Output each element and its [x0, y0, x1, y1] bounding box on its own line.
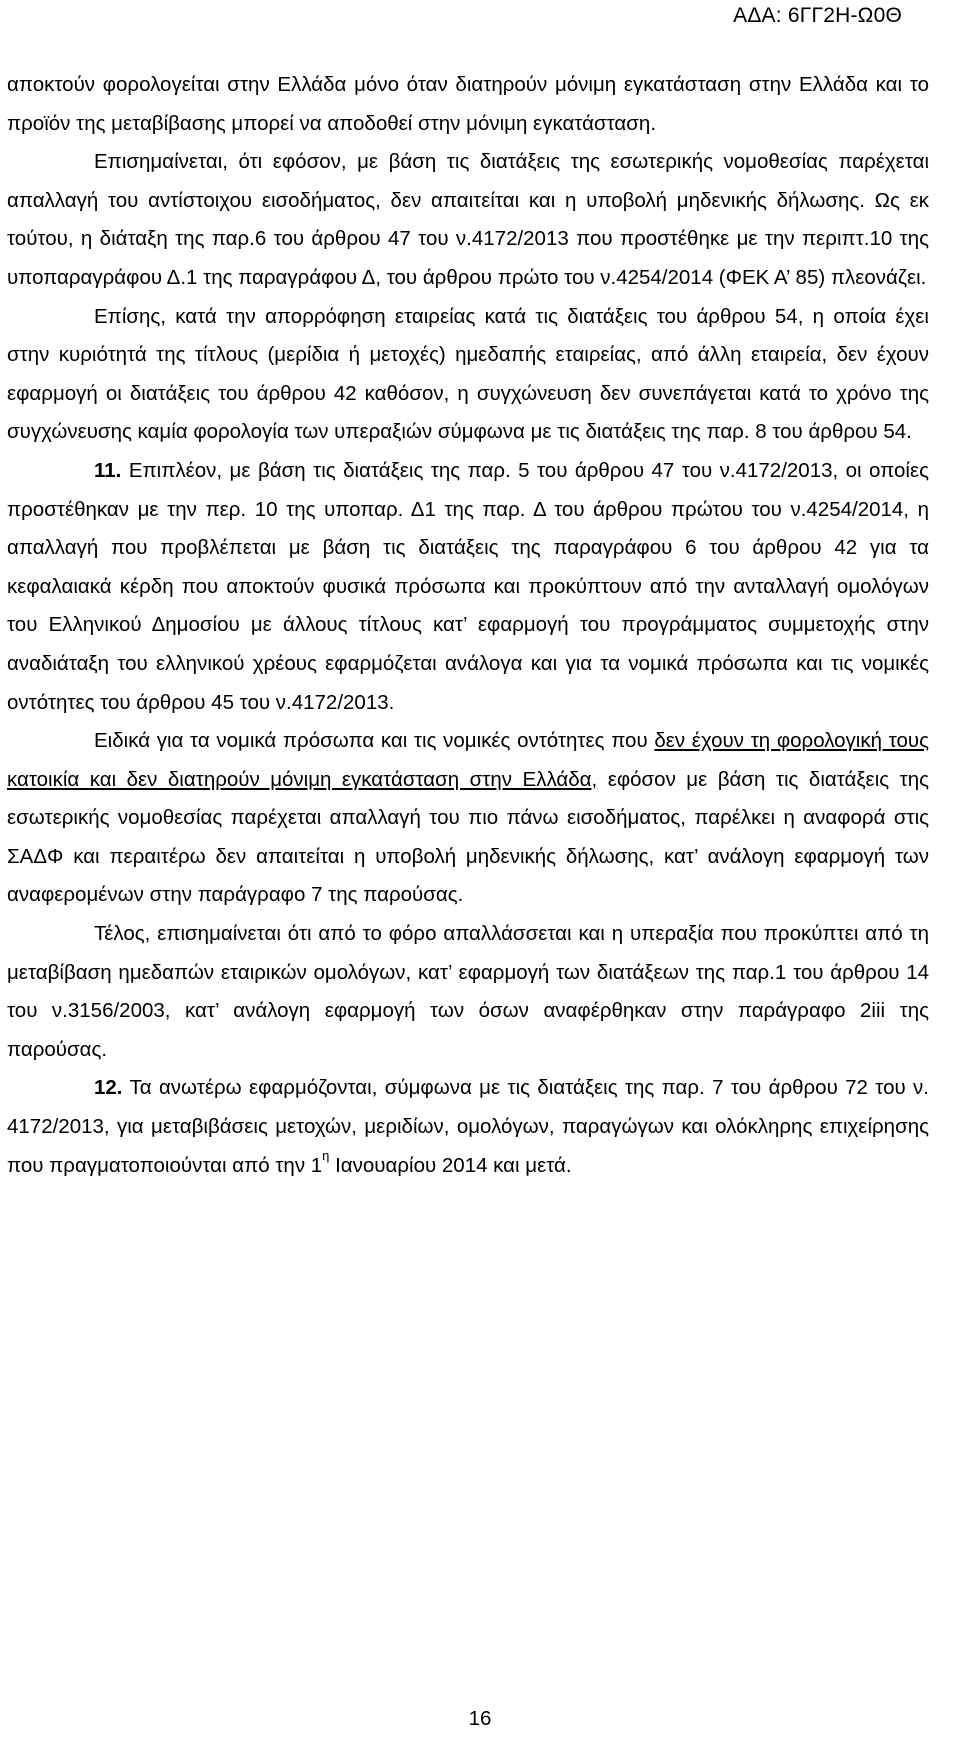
- paragraph-12-text-b: Ιανουαρίου 2014 και μετά.: [329, 1153, 572, 1177]
- paragraph-legal-entities-start: Ειδικά για τα νομικά πρόσωπα και τις νομικές οντότητες που: [94, 729, 655, 753]
- paragraph-merger-text: Επίσης, κατά την απορρόφηση εταιρείας κατά τις διατάξεις του άρθρου 54, η οποία έχει στην κυριότητά της τίτλους (μερίδια ή μετοχές) ημεδαπής εταιρείας, από άλλη εταιρεία, δεν έχουν εφαρμογή οι διατάξεις του άρθρου 42 καθόσον, η συγχώνευση δεν συνεπάγεται κατά το χρόνο της συγχώνευσης καμία φορολογία των υπεραξιών σύμφωνα με τις διατάξεις της παρ. 8 του άρθρου 54.: [7, 304, 929, 444]
- paragraph-bonds: Τέλος, επισημαίνεται ότι από το φόρο απαλλάσσεται και η υπεραξία που προκύπτει από τη μεταβίβαση ημεδαπών εταιρικών ομολόγων, κατ’ εφαρμογή των διατάξεων της παρ.1 του άρθρου 14 του ν.3156/2003, κατ’ ανάλογη εφαρμογή των όσων αναφέρθηκαν στην παράγραφο 2iii της παρούσας.: [7, 922, 929, 1061]
- paragraph-11-text: Επιπλέον, με βάση τις διατάξεις της παρ. 5 του άρθρου 47 του ν.4172/2013, οι οποίες προστέθηκαν με την περ. 10 της υποπαρ. Δ1 της παρ. Δ του άρθρου πρώτου του ν.4254/2014, η απαλλαγή που προβλέπεται με βάση τις διατάξεις της παραγράφου 6 του άρθρου 42 για τα κεφαλαιακά κέρδη που αποκτούν φυσικά πρόσωπα και προκύπτουν από την ανταλλαγή ομολόγων του Ελληνικού Δημοσίου με άλλους τίτλους κατ’ εφαρμογή του προγράμματος συμμετοχής στην αναδιάταξη του ελληνικού χρέους εφαρμόζεται ανάλογα και για τα νομικά πρόσωπα και τις νομικές οντότητες του άρθρου 45 του ν.4172/2013.: [7, 458, 929, 714]
- paragraph-number: 12.: [94, 1076, 123, 1100]
- ordinal-superscript: η: [322, 1147, 330, 1163]
- paragraph-exemption-note: Επισημαίνεται, ότι εφόσον, με βάση τις διατάξεις της εσωτερικής νομοθεσίας παρέχεται απαλλαγή του αντίστοιχου εισοδήματος, δεν απαιτείται και η υποβολή μηδενικής δήλωσης. Ως εκ τούτου, η διάταξη της παρ.6 του άρθρου 47 του ν.4172/2013 που προστέθηκε με την περιπτ.10 της υποπαραγράφου Δ.1 της παραγράφου Δ, του άρθρου πρώτο του ν.4254/2014 (ΦΕΚ Α’ 85) πλεονάζει.: [7, 150, 929, 289]
- document-body: [7, 66, 929, 1185]
- paragraph-12: [7, 1069, 929, 1185]
- paragraph-legal-entities-end: εφόσον με βάση τις διατάξεις της εσωτερικής νομοθεσίας παρέχεται απαλλαγή του πιο πάνω εισοδήματος, παρέλκει η αναφορά στις ΣΑΔΦ και περαιτέρω δεν απαιτείται η υποβολή μηδενικής δήλωσης, κατ’ ανάλογη εφαρμογή των αναφερομένων στην παράγραφο 7 της παρούσας.: [7, 767, 929, 907]
- paragraph-continuation: αποκτούν φορολογείται στην Ελλάδα μόνο όταν διατηρούν μόνιμη εγκατάσταση στην Ελλάδα και το προϊόν της μεταβίβασης μπορεί να αποδοθεί στην μόνιμη εγκατάσταση.: [7, 73, 929, 135]
- paragraph-legal-entities: [7, 722, 929, 915]
- underlined-phrase: δεν έχουν τη φορολογική τους κατοικία και δεν διατηρούν μόνιμη εγκατάσταση στην Ελλάδα,: [7, 729, 929, 791]
- paragraph-merger-note: [7, 298, 929, 452]
- page-number: 16: [468, 1707, 492, 1730]
- paragraph-11: [7, 452, 929, 722]
- paragraph-number: 11.: [94, 458, 122, 482]
- ada-code: ΑΔΑ: 6ΓΓ2Η-Ω0Θ: [733, 4, 902, 27]
- paragraph-12-text-a: Τα ανωτέρω εφαρμόζονται, σύμφωνα με τις διατάξεις της παρ. 7 του άρθρου 72 του ν. 4172/2013, για μεταβιβάσεις μετοχών, μεριδίων, ομολόγων, παραγώγων και ολόκληρης επιχείρησης που πραγματοποιούνται από την 1: [7, 1076, 929, 1177]
